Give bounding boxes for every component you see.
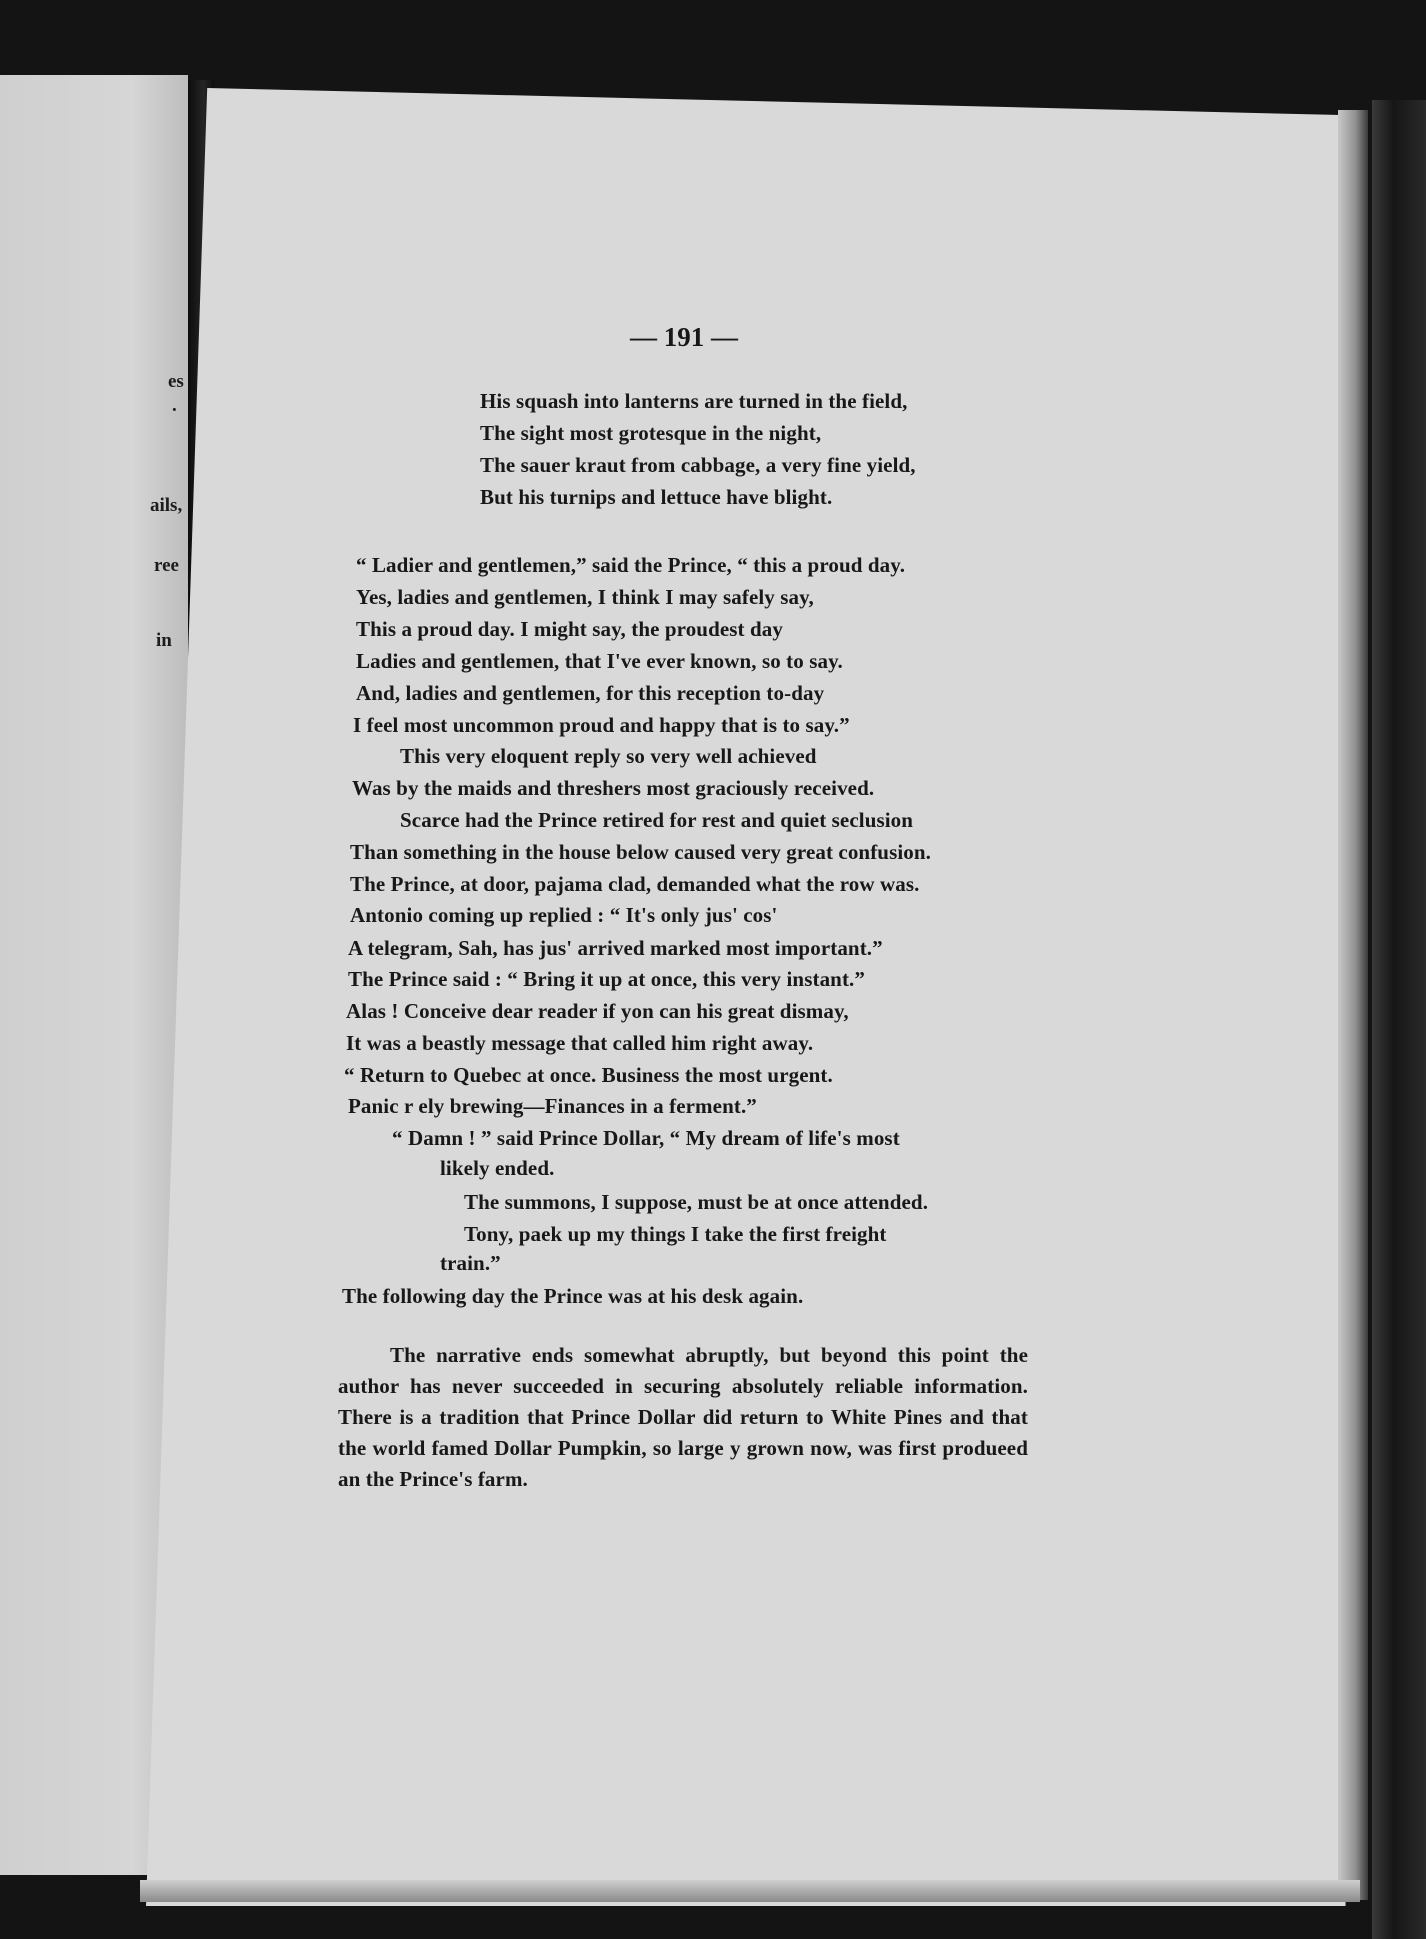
left-page-fragment: ree	[154, 555, 179, 576]
poem-line: A telegram, Sah, has jus' arrived marked most important.”	[348, 936, 883, 960]
poem-line: “ Damn ! ” said Prince Dollar, “ My dream of life's most	[392, 1126, 900, 1150]
page-number: — 191 —	[630, 322, 738, 352]
poem-line: And, ladies and gentlemen, for this reception to-day	[356, 681, 825, 705]
right-page-stack-edge	[1372, 100, 1426, 1939]
poem-line: The Prince said : “ Bring it up at once, this very instant.”	[348, 967, 866, 991]
poem-line: The following day the Prince was at his desk again.	[342, 1284, 804, 1308]
left-page-fragment: ails,	[150, 495, 183, 516]
book-page	[146, 88, 1370, 1906]
closing-paragraph: The narrative ends somewhat abruptly, but beyond this point the author has never succeeded in securing absolutely reliable information. There is a tradition that Prince Dollar did return to White Pines and that the world famed Dollar Pumpkin, so large y grown now, was first produeed an the Prince's farm.	[338, 1343, 1028, 1491]
poem-line: This a proud day. I might say, the proudest day	[356, 617, 783, 641]
poem-line: Tony, paek up my things I take the first freight	[464, 1222, 887, 1246]
poem-line: The summons, I suppose, must be at once attended.	[464, 1190, 929, 1214]
left-page-fragment: .	[172, 395, 177, 416]
poem-line: The Prince, at door, pajama clad, demanded what the row was.	[350, 872, 920, 896]
poem-line: “ Ladier and gentlemen,” said the Prince, “ this a proud day.	[356, 553, 906, 577]
poem-line: Alas ! Conceive dear reader if yon can his great dismay,	[346, 999, 849, 1023]
poem-line: Than something in the house below caused very great confusion.	[350, 840, 932, 864]
poem-line: It was a beastly message that called him right away.	[346, 1031, 814, 1055]
poem-line: Scarce had the Prince retired for rest and quiet seclusion	[400, 808, 914, 832]
poem-line: Ladies and gentlemen, that I've ever known, so to say.	[356, 649, 843, 673]
page-right-shadow	[1338, 110, 1368, 1900]
poem-line: Was by the maids and threshers most graciously received.	[352, 776, 875, 800]
stanza-line: The sight most grotesque in the night,	[480, 421, 822, 445]
poem-line: Panic r ely brewing—Finances in a ferment.”	[348, 1094, 757, 1118]
left-page-fragment: in	[156, 630, 172, 651]
poem-line: Antonio coming up replied : “ It's only jus' cos'	[350, 903, 778, 927]
left-page-fragment: es	[168, 371, 184, 392]
poem-line: train.”	[440, 1251, 501, 1275]
poem-line: I feel most uncommon proud and happy that is to say.”	[353, 713, 850, 737]
poem-line: likely ended.	[440, 1156, 555, 1180]
stanza-line: But his turnips and lettuce have blight.	[480, 485, 833, 509]
stanza-line: The sauer kraut from cabbage, a very fine yield,	[480, 453, 916, 477]
poem-line: This very eloquent reply so very well achieved	[400, 744, 817, 768]
poem-line: Yes, ladies and gentlemen, I think I may safely say,	[356, 585, 814, 609]
stanza-line: His squash into lanterns are turned in the field,	[480, 389, 908, 413]
page-bottom-shadow	[140, 1880, 1360, 1902]
poem-line: “ Return to Quebec at once. Business the most urgent.	[344, 1063, 833, 1087]
